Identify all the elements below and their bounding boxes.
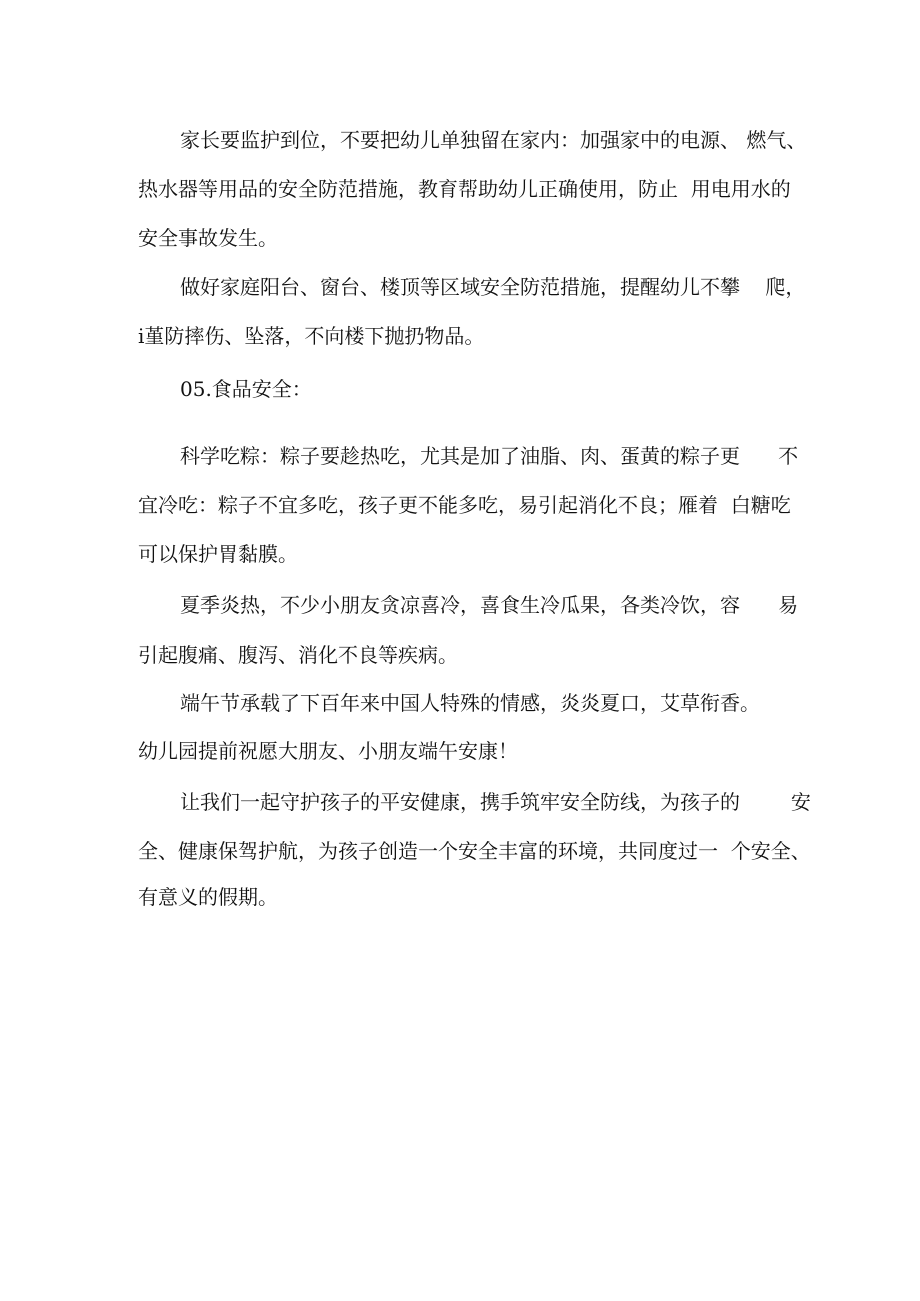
- text-line: i堇防摔伤、坠落，不向楼下抛扔物品。: [138, 324, 485, 348]
- paragraph-2-line-1: [0, 272, 920, 302]
- paragraph-6-line-1: [0, 787, 920, 817]
- text-line: 幼儿园提前祝愿大朋友、小朋友端午安康！: [138, 739, 518, 763]
- paragraph-6-line-2: [0, 836, 920, 866]
- section-heading-food-safety: [0, 374, 920, 404]
- paragraph-5-line-2: [0, 736, 920, 766]
- text-line: 全、健康保驾护航，为孩子创造一个安全丰富的环境，共同度过一 个安全、: [138, 839, 811, 863]
- paragraph-3-line-1: [0, 441, 920, 471]
- paragraph-1-line-3: [0, 223, 920, 253]
- text-line: 安全事故发生。: [138, 226, 278, 250]
- paragraph-4-line-1: [0, 590, 920, 620]
- text-line: 引起腹痛、腹泻、消化不良等疾病。: [138, 643, 458, 667]
- paragraph-3-line-3: [0, 539, 920, 569]
- paragraph-5-line-1: [0, 688, 920, 718]
- text-line: 可以保护胃黏膜。: [138, 542, 298, 566]
- text-line: 夏季炎热，不少小朋友贪凉喜冷，喜食生冷瓜果，各类冷饮，容 易: [180, 593, 799, 617]
- text-line: 热水器等用品的安全防范措施，教育帮助幼儿正确使用，防止 用电用水的: [138, 177, 791, 201]
- text-line: 让我们一起守护孩子的平安健康，携手筑牢安全防线，为孩子的 安: [180, 790, 811, 814]
- text-line: 家长要监护到位，不要把幼儿单独留在家内：加强家中的电源、 燃气、: [180, 128, 807, 152]
- paragraph-4-line-2: [0, 640, 920, 670]
- paragraph-1-line-2: [0, 174, 920, 204]
- paragraph-2-line-2: [0, 321, 920, 351]
- paragraph-6-line-3: [0, 882, 920, 912]
- paragraph-1-line-1: [0, 125, 920, 155]
- text-line: 宜冷吃：粽子不宜多吃，孩子更不能多吃，易引起消化不良；雁着 白糖吃: [138, 493, 791, 517]
- section-heading-text: 05.食品安全：: [180, 377, 312, 401]
- text-line: 端午节承载了下百年来中国人特殊的情感，炎炎夏口，艾草衔香。: [180, 691, 760, 715]
- text-line: 有意义的假期。: [138, 885, 278, 909]
- text-line: 做好家庭阳台、窗台、楼顶等区域安全防范措施，提醒幼儿不攀 爬，: [180, 275, 806, 299]
- paragraph-3-line-2: [0, 490, 920, 520]
- text-line: 科学吃粽：粽子要趁热吃，尤其是加了油脂、肉、蛋黄的粽子更 不: [180, 444, 799, 468]
